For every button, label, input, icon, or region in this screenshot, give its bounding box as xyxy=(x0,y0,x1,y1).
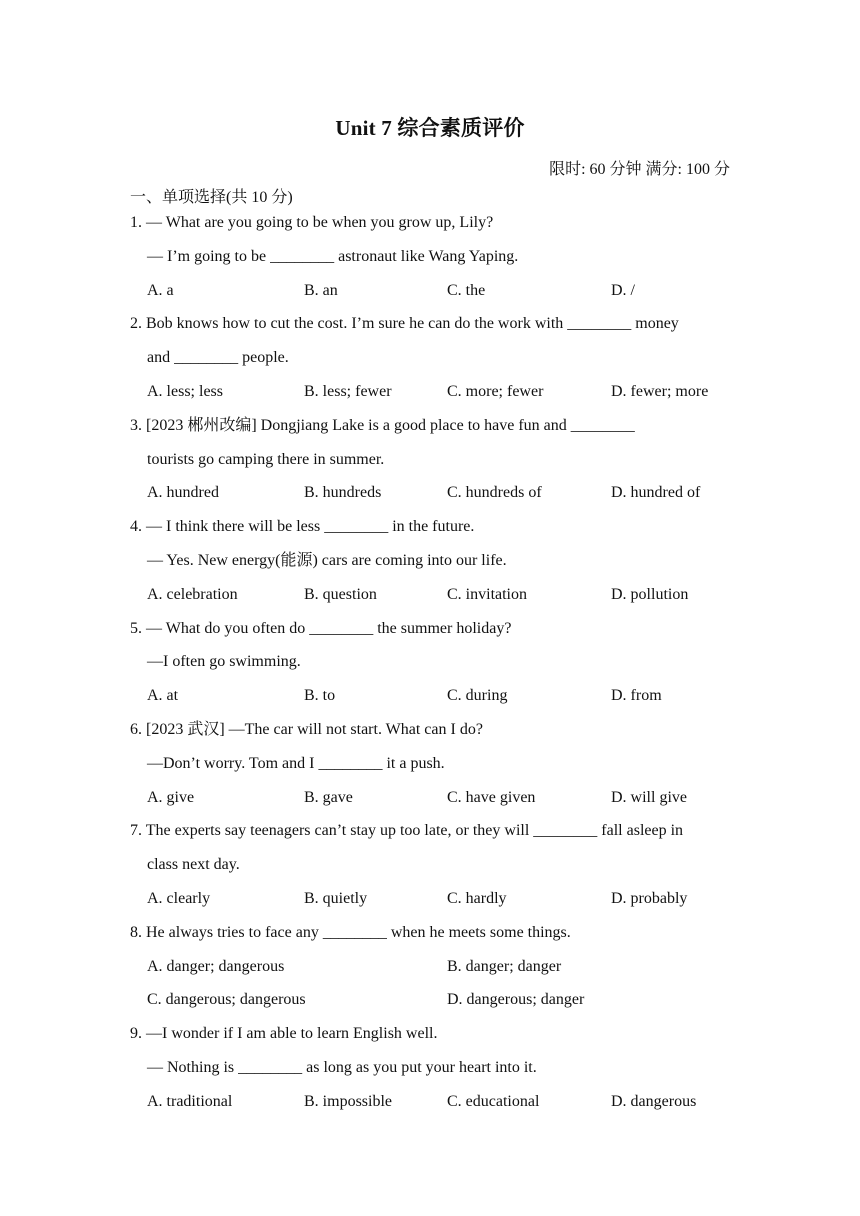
options-row xyxy=(130,679,732,713)
option-b: B. quietly xyxy=(304,889,368,907)
question-stem: 4. — I think there will be less ________ in the future. xyxy=(130,518,475,536)
options-row xyxy=(130,375,732,409)
question-2 xyxy=(130,307,732,408)
options-row xyxy=(130,578,732,612)
option-a: A. danger; dangerous xyxy=(147,957,285,975)
options-row xyxy=(130,476,732,510)
option-a: A. clearly xyxy=(147,889,211,907)
options-row xyxy=(130,781,732,815)
option-d: D. will give xyxy=(611,788,687,806)
option-b: B. impossible xyxy=(304,1092,393,1110)
option-b: B. an xyxy=(304,281,338,299)
question-4 xyxy=(130,510,732,611)
question-7 xyxy=(130,814,732,915)
option-b: B. to xyxy=(304,687,336,705)
option-c: C. educational xyxy=(447,1092,540,1110)
question-3 xyxy=(130,409,732,510)
options-row xyxy=(130,882,732,916)
option-d: D. fewer; more xyxy=(611,382,709,400)
question-stem-cont: class next day. xyxy=(147,856,240,874)
options-row xyxy=(130,950,732,984)
question-stem-cont: — Yes. New energy(能源) cars are coming into our life. xyxy=(147,551,507,569)
option-d: D. dangerous xyxy=(611,1092,697,1110)
question-8 xyxy=(130,916,732,1017)
option-c: C. have given xyxy=(447,788,536,806)
question-stem-cont: tourists go camping there in summer. xyxy=(147,450,385,468)
option-c: C. the xyxy=(447,281,486,299)
question-stem-cont: —I often go swimming. xyxy=(147,653,301,671)
option-b: B. danger; danger xyxy=(447,957,562,975)
option-a: A. hundred xyxy=(147,484,219,502)
option-b: B. less; fewer xyxy=(304,382,392,400)
question-stem-cont: —Don’t worry. Tom and I ________ it a push. xyxy=(147,754,445,772)
options-row xyxy=(130,274,732,308)
section-heading: 一、单项选择(共 10 分) xyxy=(130,189,293,206)
options-row xyxy=(130,983,732,1017)
option-a: A. less; less xyxy=(147,382,223,400)
question-1 xyxy=(130,206,732,307)
option-a: A. at xyxy=(147,687,179,705)
option-b: B. question xyxy=(304,585,377,603)
question-stem: 9. —I wonder if I am able to learn English well. xyxy=(130,1025,438,1043)
option-c: C. more; fewer xyxy=(447,382,544,400)
question-stem: 2. Bob knows how to cut the cost. I’m sure he can do the work with ________ money xyxy=(130,315,679,333)
page-title: Unit 7 综合素质评价 xyxy=(335,116,525,140)
option-d: D. / xyxy=(611,281,635,299)
question-stem-cont: and ________ people. xyxy=(147,349,289,367)
option-d: D. dangerous; danger xyxy=(447,991,585,1009)
question-stem: 1. — What are you going to be when you grow up, Lily? xyxy=(130,214,494,231)
option-c: C. invitation xyxy=(447,585,527,603)
option-a: A. a xyxy=(147,281,174,299)
question-9 xyxy=(130,1017,732,1118)
question-stem-cont: — Nothing is ________ as long as you put your heart into it. xyxy=(147,1058,537,1076)
time-score-info: 限时: 60 分钟 满分: 100 分 xyxy=(549,161,730,178)
question-stem: 3. [2023 郴州改编] Dongjiang Lake is a good place to have fun and ________ xyxy=(130,416,635,434)
option-b: B. gave xyxy=(304,788,353,806)
option-b: B. hundreds xyxy=(304,484,382,502)
question-stem-cont: — I’m going to be ________ astronaut like Wang Yaping. xyxy=(147,247,519,265)
option-d: D. pollution xyxy=(611,585,689,603)
question-stem: 6. [2023 武汉] —The car will not start. What can I do? xyxy=(130,720,483,738)
question-stem: 5. — What do you often do ________ the summer holiday? xyxy=(130,619,512,637)
option-a: A. give xyxy=(147,788,195,806)
option-a: A. celebration xyxy=(147,585,238,603)
option-d: D. hundred of xyxy=(611,484,701,502)
option-d: D. probably xyxy=(611,889,688,907)
question-6 xyxy=(130,713,732,814)
question-stem: 7. The experts say teenagers can’t stay up too late, or they will ________ fall asleep in xyxy=(130,822,684,840)
option-d: D. from xyxy=(611,687,662,705)
option-c: C. dangerous; dangerous xyxy=(147,991,306,1009)
option-c: C. hundreds of xyxy=(447,484,542,502)
question-5 xyxy=(130,612,732,713)
option-a: A. traditional xyxy=(147,1092,233,1110)
option-c: C. during xyxy=(447,687,508,705)
option-c: C. hardly xyxy=(447,889,507,907)
options-row xyxy=(130,1085,732,1119)
question-stem: 8. He always tries to face any ________ when he meets some things. xyxy=(130,923,571,941)
question-list xyxy=(130,206,732,1119)
